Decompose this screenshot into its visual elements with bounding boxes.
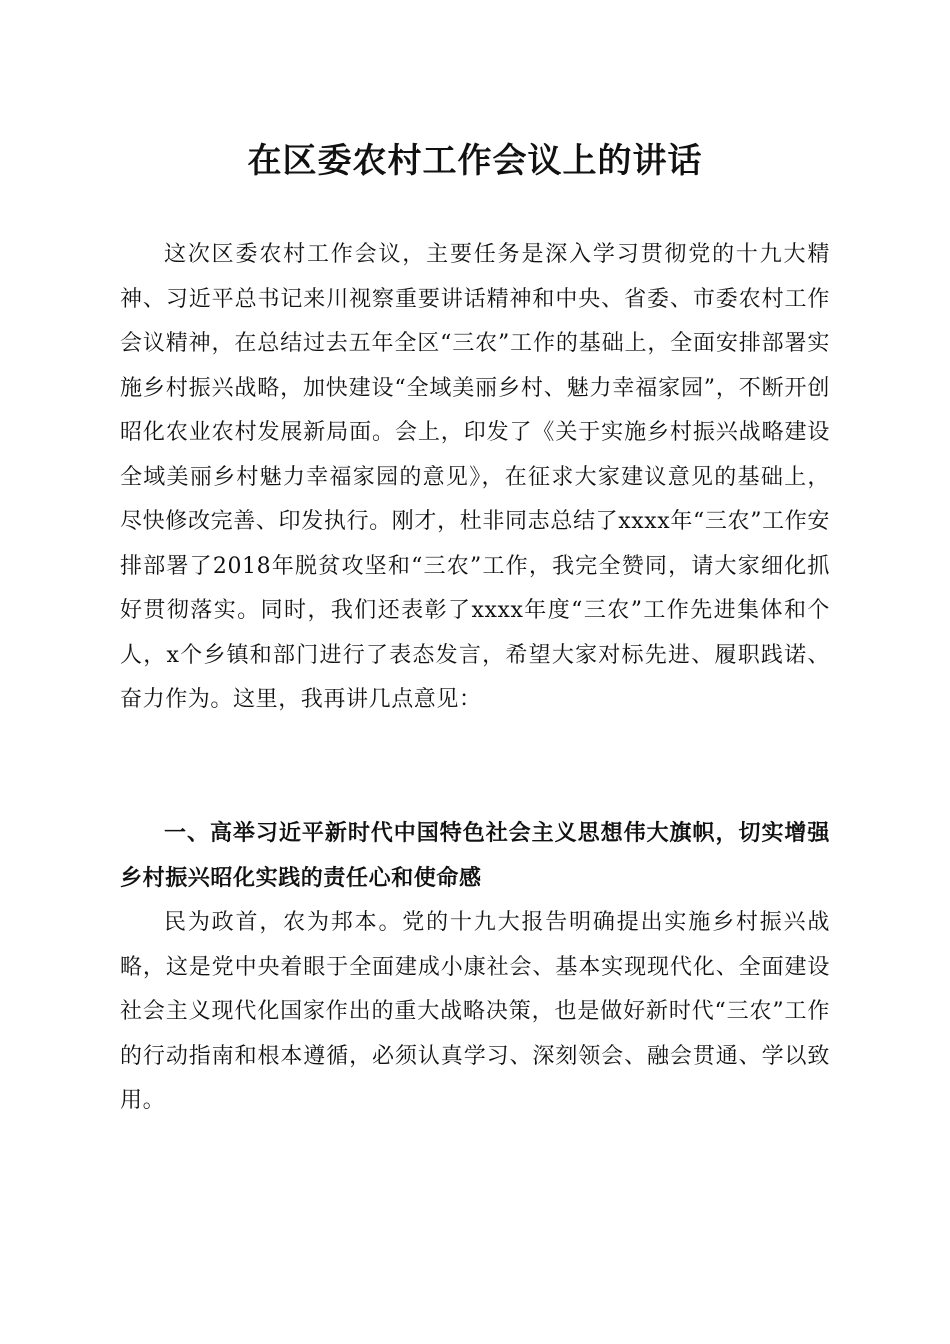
section-paragraph: 民为政首，农为邦本。党的十九大报告明确提出实施乡村振兴战略，这是党中央着眼于全面建成小康社会、基本实现现代化、全面建设社会主义现代化国家作出的重大战略决策，也是做好新时代“三农”工作的行动指南和根本遵循，必须认真学习、深刻领会、融会贯通、学以致用。 <box>120 910 830 1113</box>
intro-paragraph: 这次区委农村工作会议，主要任务是深入学习贯彻党的十九大精神、习近平总书记来川视察重要讲话精神和中央、省委、市委农村工作会议精神，在总结过去五年全区“三农”工作的基础上，全面安排部署实施乡村振兴战略，加快建设“全域美丽乡村、魅力幸福家园”，不断开创昭化农业农村发展新局面。会上，印发了《关于实施乡村振兴战略建设全域美丽乡村魅力幸福家园的意见》，在征求大家建议意见的基础上，尽快修改完善、印发执行。刚才，杜非同志总结了xxxx年“三农”工作安排部署了2018年脱贫攻坚和“三农”工作，我完全赞同，请大家细化抓好贯彻落实。同时，我们还表彰了xxxx年度“三农”工作先进集体和个人，x个乡镇和部门进行了表态发言，希望大家对标先进、履职践诺、奋力作为。这里，我再讲几点意见： <box>120 242 830 712</box>
section-heading: 一、高举习近平新时代中国特色社会主义思想伟大旗帜，切实增强乡村振兴昭化实践的责任心和使命感 <box>120 821 830 891</box>
document-title: 在区委农村工作会议上的讲话 <box>247 141 703 181</box>
